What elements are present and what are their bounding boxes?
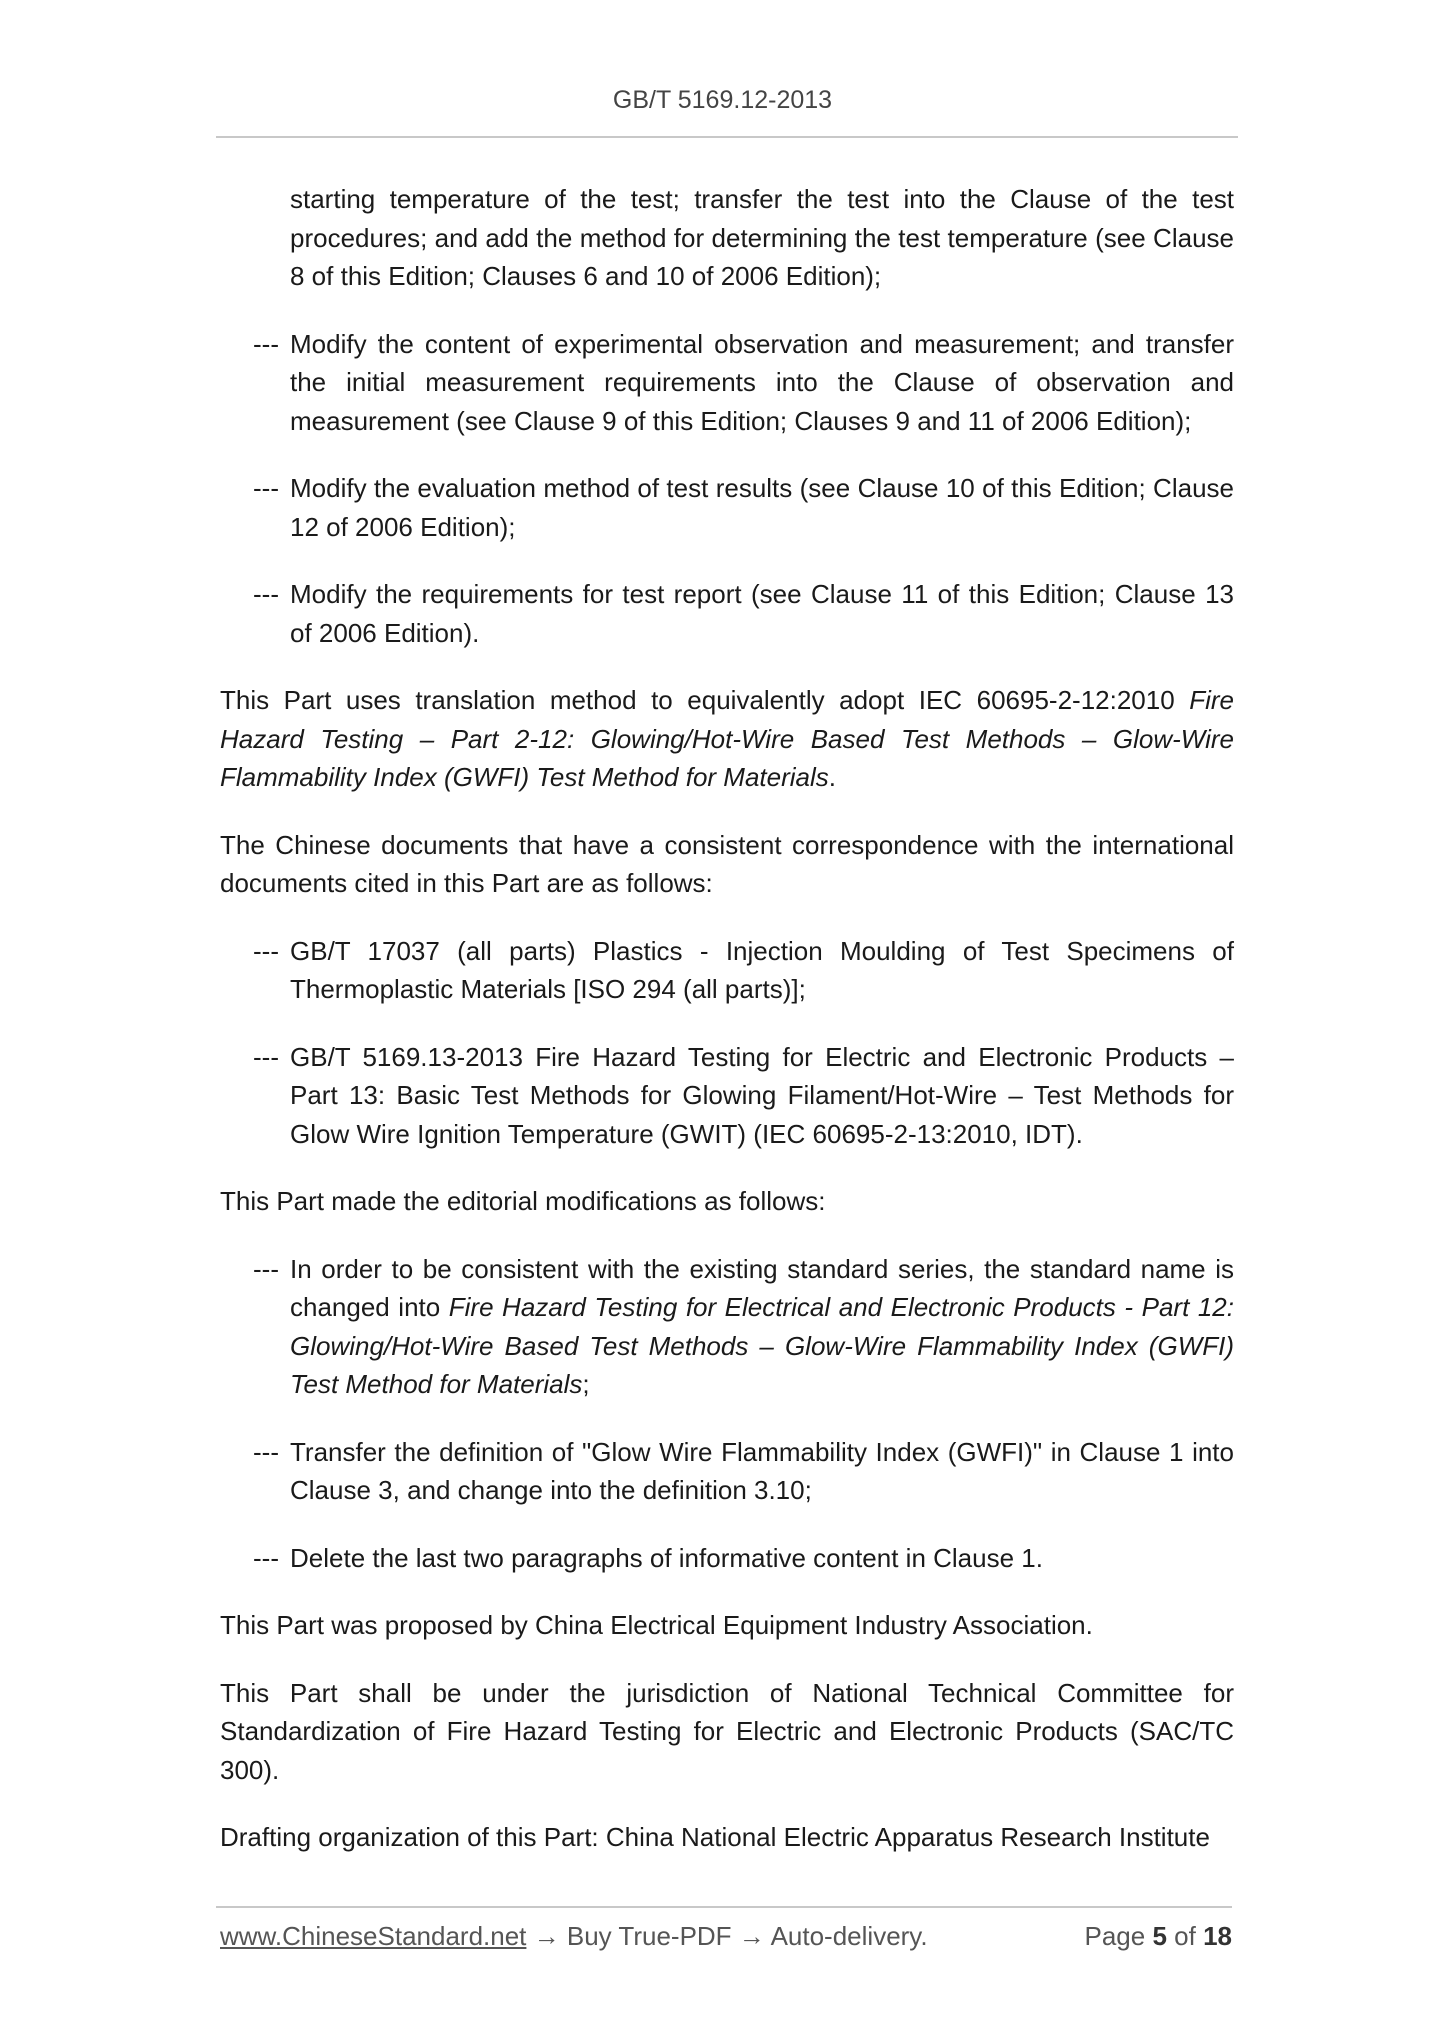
list-item-continuation: starting temperature of the test; transfer the test into the Clause of the test procedures; and add the method for determining the test temperature (see Clause 8 of this Edition; Clauses 6 and 10 of 2006 Edition); bbox=[290, 184, 1234, 291]
page-body bbox=[220, 180, 1234, 1886]
correspondence-list bbox=[220, 932, 1234, 1154]
list-dash: --- bbox=[253, 935, 279, 966]
list-item: --- In order to be consistent with the existing standard series, the standard name is changed into Fire Hazard Testing for Electrical and Electronic Products - Part 12: Glowing/Hot-Wire Based Test Methods – Glow-Wire Flammability Index (GWFI) Test Method for Materials; bbox=[220, 1250, 1234, 1404]
page-number: Page 5 of 18 bbox=[1084, 1921, 1232, 1951]
list-item: --- GB/T 17037 (all parts) Plastics - Injection Moulding of Test Specimens of Thermoplastic Materials [ISO 294 (all parts)]; bbox=[220, 932, 1234, 1009]
drafting-paragraph: Drafting organization of this Part: China National Electric Apparatus Research Institute bbox=[220, 1822, 1210, 1852]
header-divider bbox=[216, 136, 1238, 138]
list-item: --- Delete the last two paragraphs of informative content in Clause 1. bbox=[220, 1539, 1234, 1578]
website-link[interactable]: www.ChineseStandard.net bbox=[220, 1921, 527, 1951]
chinese-docs-paragraph: The Chinese documents that have a consistent correspondence with the international documents cited in this Part are as follows: bbox=[220, 829, 1234, 898]
list-item: --- Modify the requirements for test report (see Clause 11 of this Edition; Clause 13 of 2006 Edition). bbox=[220, 575, 1234, 652]
list-dash: --- bbox=[253, 1041, 279, 1072]
current-page: 5 bbox=[1152, 1921, 1167, 1951]
page-footer bbox=[220, 1921, 1232, 1952]
list-dash: --- bbox=[253, 328, 279, 359]
jurisdiction-paragraph: This Part shall be under the jurisdiction of National Technical Committee for Standardization of Fire Hazard Testing for Electric and Electronic Products (SAC/TC 300). bbox=[220, 1677, 1234, 1785]
list-item: --- GB/T 5169.13-2013 Fire Hazard Testing for Electric and Electronic Products – Part 13: Basic Test Methods for Glowing Filament/Hot-Wire – Test Methods for Glow Wire Ignition Temperature (GWIT) (IEC 60695-2-13:2010, IDT). bbox=[220, 1038, 1234, 1154]
translation-paragraph: This Part uses translation method to equivalently adopt IEC 60695-2-12:2010 Fire Hazard Testing – Part 2-12: Glowing/Hot-Wire Based Test Methods – Glow-Wire Flammability Index (GWFI) Test Method for Materials. bbox=[220, 685, 1234, 792]
modification-list bbox=[220, 325, 1234, 653]
adopted-standard-title: Fire Hazard Testing – Part 2-12: Glowing/Hot-Wire Based Test Methods – Glow-Wire Flammability Index (GWFI) Test Method for Materials bbox=[220, 685, 1234, 792]
editorial-list bbox=[220, 1250, 1234, 1578]
list-dash: --- bbox=[253, 1253, 279, 1284]
list-item: --- Transfer the definition of "Glow Wire Flammability Index (GWFI)" in Clause 1 into Clause 3, and change into the definition 3.10; bbox=[220, 1433, 1234, 1510]
list-dash: --- bbox=[253, 1542, 279, 1573]
list-dash: --- bbox=[253, 473, 279, 503]
list-dash: --- bbox=[253, 579, 279, 609]
list-dash: --- bbox=[253, 1436, 279, 1467]
document-code-header: GB/T 5169.12-2013 bbox=[612, 86, 833, 114]
standard-name-title: Fire Hazard Testing for Electrical and Electronic Products - Part 12: Glowing/Hot-Wire Based Test Methods – Glow-Wire Flammability Index (GWFI) Test Method for Materials bbox=[290, 1292, 1234, 1399]
total-pages: 18 bbox=[1203, 1921, 1232, 1951]
editorial-paragraph: This Part made the editorial modifications as follows: bbox=[220, 1186, 826, 1216]
footer-promo: → Buy True-PDF → Auto-delivery. bbox=[526, 1921, 928, 1951]
footer-divider bbox=[216, 1906, 1232, 1908]
list-item: --- Modify the content of experimental observation and measurement; and transfer the initial measurement requirements into the Clause of observation and measurement (see Clause 9 of this Edition; Clauses 9 and 11 of 2006 Edition); bbox=[220, 325, 1234, 441]
proposed-paragraph: This Part was proposed by China Electrical Equipment Industry Association. bbox=[220, 1610, 1093, 1640]
list-item: --- Modify the evaluation method of test results (see Clause 10 of this Edition; Clause 12 of 2006 Edition); bbox=[220, 469, 1234, 546]
